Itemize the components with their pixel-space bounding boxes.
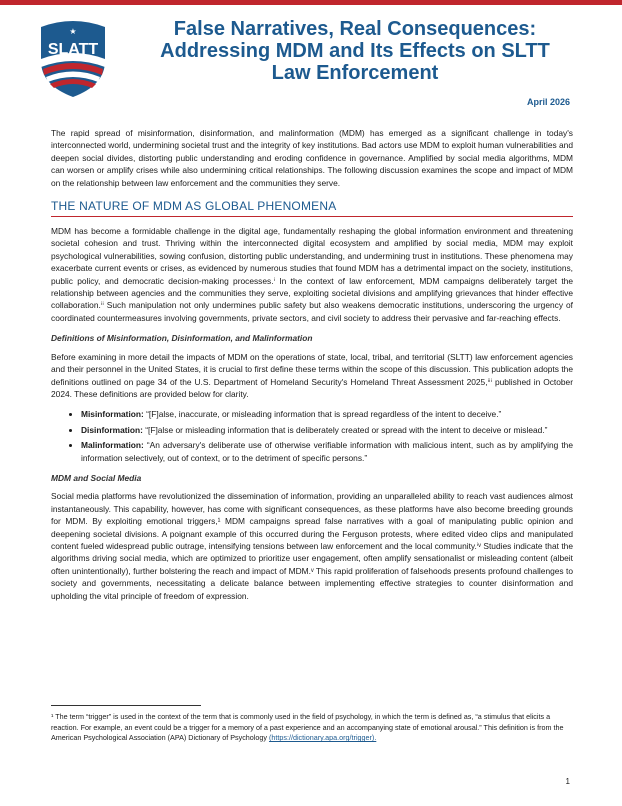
top-accent-bar [0,0,622,5]
body-paragraph-3: Social media platforms have revolutionized the dissemination of information, providing an unparalleled ability to reach vast audiences almost instantaneously. This capability, however, has come with significant consequences, as these platforms have also become breeding grounds for MDM. By exploiting emotional triggers,¹ MDM campaigns spread false narratives with a goal of manipulating public opinion and deepening societal divisions. A poignant example of this occurred during the Ferguson protests, where edited video clips and manipulated content fueled widespread public outrage, intensifying tensions between law enforcement and the local community.ⁱᵛ Studies indicate that the algorithms driving social media, which are optimized to prioritize user engagement, often amplify sensationalist or misleading content (albeit often unintentionally), further bolstering the reach and impact of MDM.ᵛ This rapid proliferation of falsehoods presents profound challenges to society and governments, necessitating a delicate balance between implementing effective strategies to counter disinformation and upholding the vital principle of freedom of expression. [51,491,573,601]
footnote-divider [51,705,201,706]
body-paragraph-2: Before examining in more detail the impacts of MDM on the operations of state, local, tribal, and territorial (SLTT) law enforcement agencies and their personnel in the United States, it is crucial to first define these terms within the scope of this discussion. This publication adopts the definitions outlined on page 34 of the U.S. Department of Homeland Security's Homeland Threat Assessment 2025,ⁱⁱⁱ published in October 2024. These definitions are provided below for clarity. [51,351,573,399]
intro-paragraph: The rapid spread of misinformation, disinformation, and malinformation (MDM) has emerged as a significant challenge in today's interconnected world, undermining societal trust and the integrity of key institutions. Bad actors use MDM to exploit human vulnerabilities and deepen social divides, distorting public understanding and eroding confidence in governance. Amplified by social media algorithms, MDM can worsen or amplify crises while also undermining critical relationships. The following discussion examines the scope and impact of MDM on the relationship between law enforcement and the communities they serve. [51,128,573,188]
footnote-link[interactable]: (https://dictionary.apa.org/trigger). [268,733,377,742]
definitions-list [51,408,573,464]
body-paragraph-1: MDM has become a formidable challenge in the digital age, fundamentally reshaping the global information environment and threatening societal cohesion and trust. Thriving within the interconnected digital ecosystem and amplified by social media, MDM may exploit psychological vulnerabilities, sowing confusion, distorting public understanding, and undermining trust in institutions. These phenomena may exacerbate current events or crises, as evidenced by numerous studies that found MDM has a detrimental impact on the society, institutions, public policy, and democratic decision-making processes.ⁱ In the context of law enforcement, MDM campaigns deliberately target the relationship between agencies and the communities they serve, exploiting societal divisions and amplifying grievances that hinder effective collaboration.ⁱⁱ Such manipulation not only undermines public safety but also weakens democratic institutions, underscoring the urgency of coordinated countermeasures involving governments, private sectors, and civil society to address their pervasive and far-reaching effects. [51,226,573,323]
slatt-logo-badge [37,17,109,99]
document-body [51,127,573,610]
definition-item [81,408,573,420]
definition-text: “[F]alse or misleading information that is deliberately created or spread with the intent to deceive or mislead.” [145,424,548,435]
definition-term: Malinformation: [81,440,144,451]
publication-date: April 2026 [526,97,570,107]
footnote [51,712,573,744]
section-heading: THE NATURE OF MDM AS GLOBAL PHENOMENA [51,199,573,217]
star-icon: ★ [69,27,77,36]
definition-item [81,424,573,436]
footnote-text: ¹ The term “trigger” is used in the context of the term that is commonly used in the field of psychology, in which the term is defined as, “a stimulus that elicits a reaction. For example, an event could be a trigger for a memory of a past experience and an accompanying state of emotional arousal.” This definition is from the American Psychological Association (APA) Dictionary of Psychology [51,712,564,742]
definition-term: Misinformation: [81,409,144,420]
definition-item [81,439,573,464]
definition-term: Disinformation: [81,424,143,435]
definition-text: “[F]alse, inaccurate, or misleading information that is spread regardless of the intent to deceive.” [146,409,502,420]
document-title: False Narratives, Real Consequences: Addressing MDM and Its Effects on SLTT Law Enforcement [160,18,550,84]
definition-text: “An adversary's deliberate use of otherwise verifiable information with malicious intent, such as by amplifying the information selectively, out of context, or to the detriment of specific persons.” [81,440,573,463]
subheading-definitions: Definitions of Misinformation, Disinformation, and Malinformation [51,333,313,344]
logo-text: SLATT [47,41,99,58]
page-number: 1 [565,777,570,786]
subheading-social-media: MDM and Social Media [51,472,142,483]
